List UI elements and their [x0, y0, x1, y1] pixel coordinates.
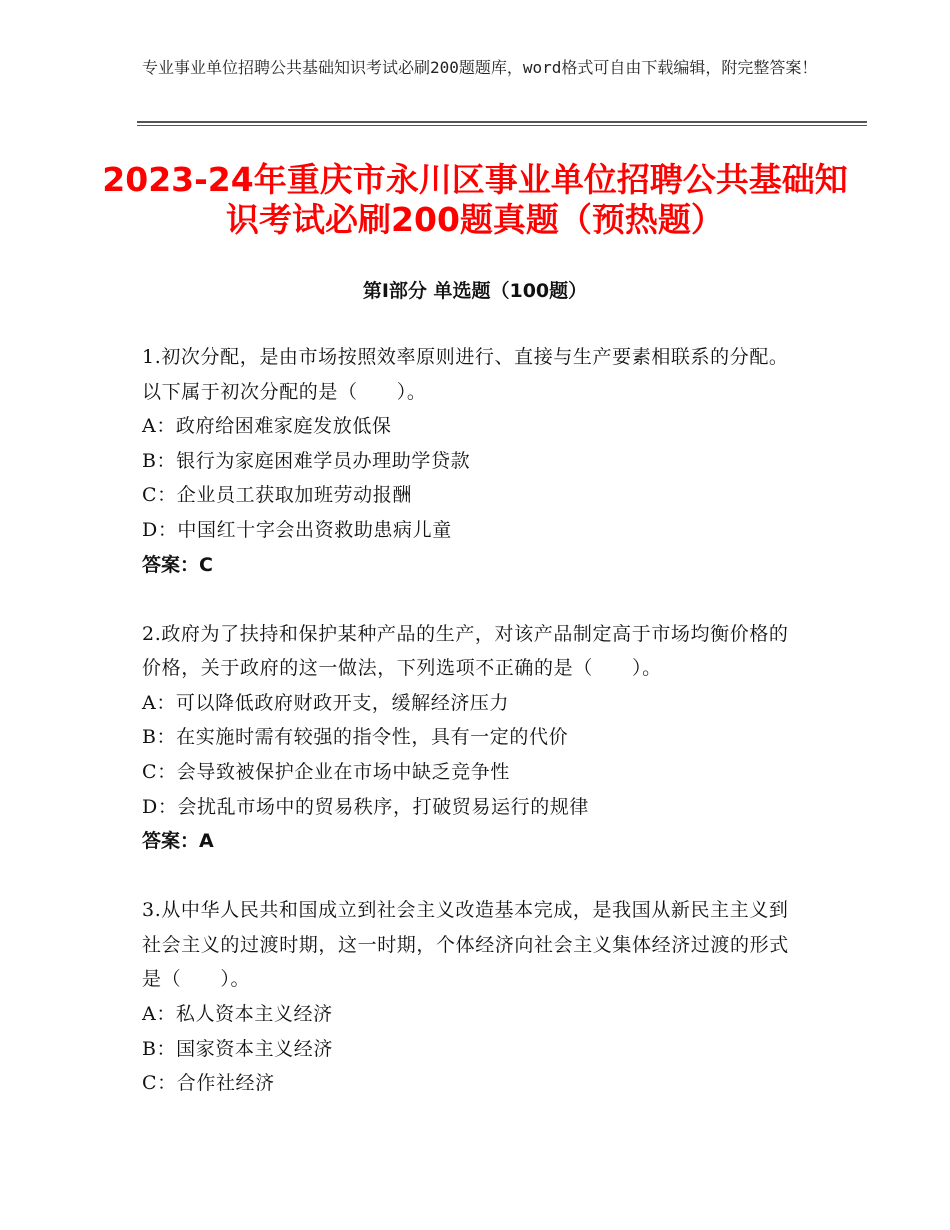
option-a: A：可以降低政府财政开支，缓解经济压力	[142, 691, 510, 714]
option-b: B：国家资本主义经济	[142, 1037, 333, 1060]
question-3	[142, 893, 802, 1101]
section-heading: 第Ⅰ部分 单选题（100题）	[362, 280, 588, 302]
question-list	[142, 340, 802, 1136]
option-a: A：政府给困难家庭发放低保	[142, 415, 392, 438]
question-1	[142, 340, 802, 582]
header-divider-thin	[137, 125, 867, 126]
question-2	[142, 617, 802, 859]
answer-label: 答案：A	[142, 830, 214, 853]
question-stem: 2.政府为了扶持和保护某种产品的生产，对该产品制定高于市场均衡价格的价格，关于政府的这一做法，下列选项不正确的是（ ）。	[142, 622, 789, 680]
option-b: B：银行为家庭困难学员办理助学贷款	[142, 449, 471, 472]
option-a: A：私人资本主义经济	[142, 1002, 333, 1025]
option-d: D：中国红十字会出资救助患病儿童	[142, 518, 452, 541]
header-note: 专业事业单位招聘公共基础知识考试必刷200题题库，word格式可自由下载编辑，附完整答案！	[142, 58, 818, 77]
header-divider	[137, 121, 867, 123]
option-b: B：在实施时需有较强的指令性，具有一定的代价	[142, 726, 569, 749]
document-title: 2023-24年重庆市永川区事业单位招聘公共基础知识考试必刷200题真题（预热题）	[102, 160, 848, 239]
option-c: C：合作社经济	[142, 1072, 275, 1095]
question-stem: 3.从中华人民共和国成立到社会主义改造基本完成，是我国从新民主主义到社会主义的过渡时期，这一时期，个体经济向社会主义集体经济过渡的形式是（ ）。	[142, 899, 789, 991]
question-stem: 1.初次分配，是由市场按照效率原则进行、直接与生产要素相联系的分配。以下属于初次分配的是（ ）。	[142, 346, 789, 403]
answer-label: 答案：C	[142, 553, 213, 576]
option-c: C：企业员工获取加班劳动报酬	[142, 484, 412, 507]
option-d: D：会扰乱市场中的贸易秩序，打破贸易运行的规律	[142, 795, 590, 818]
option-c: C：会导致被保护企业在市场中缺乏竞争性	[142, 760, 510, 783]
